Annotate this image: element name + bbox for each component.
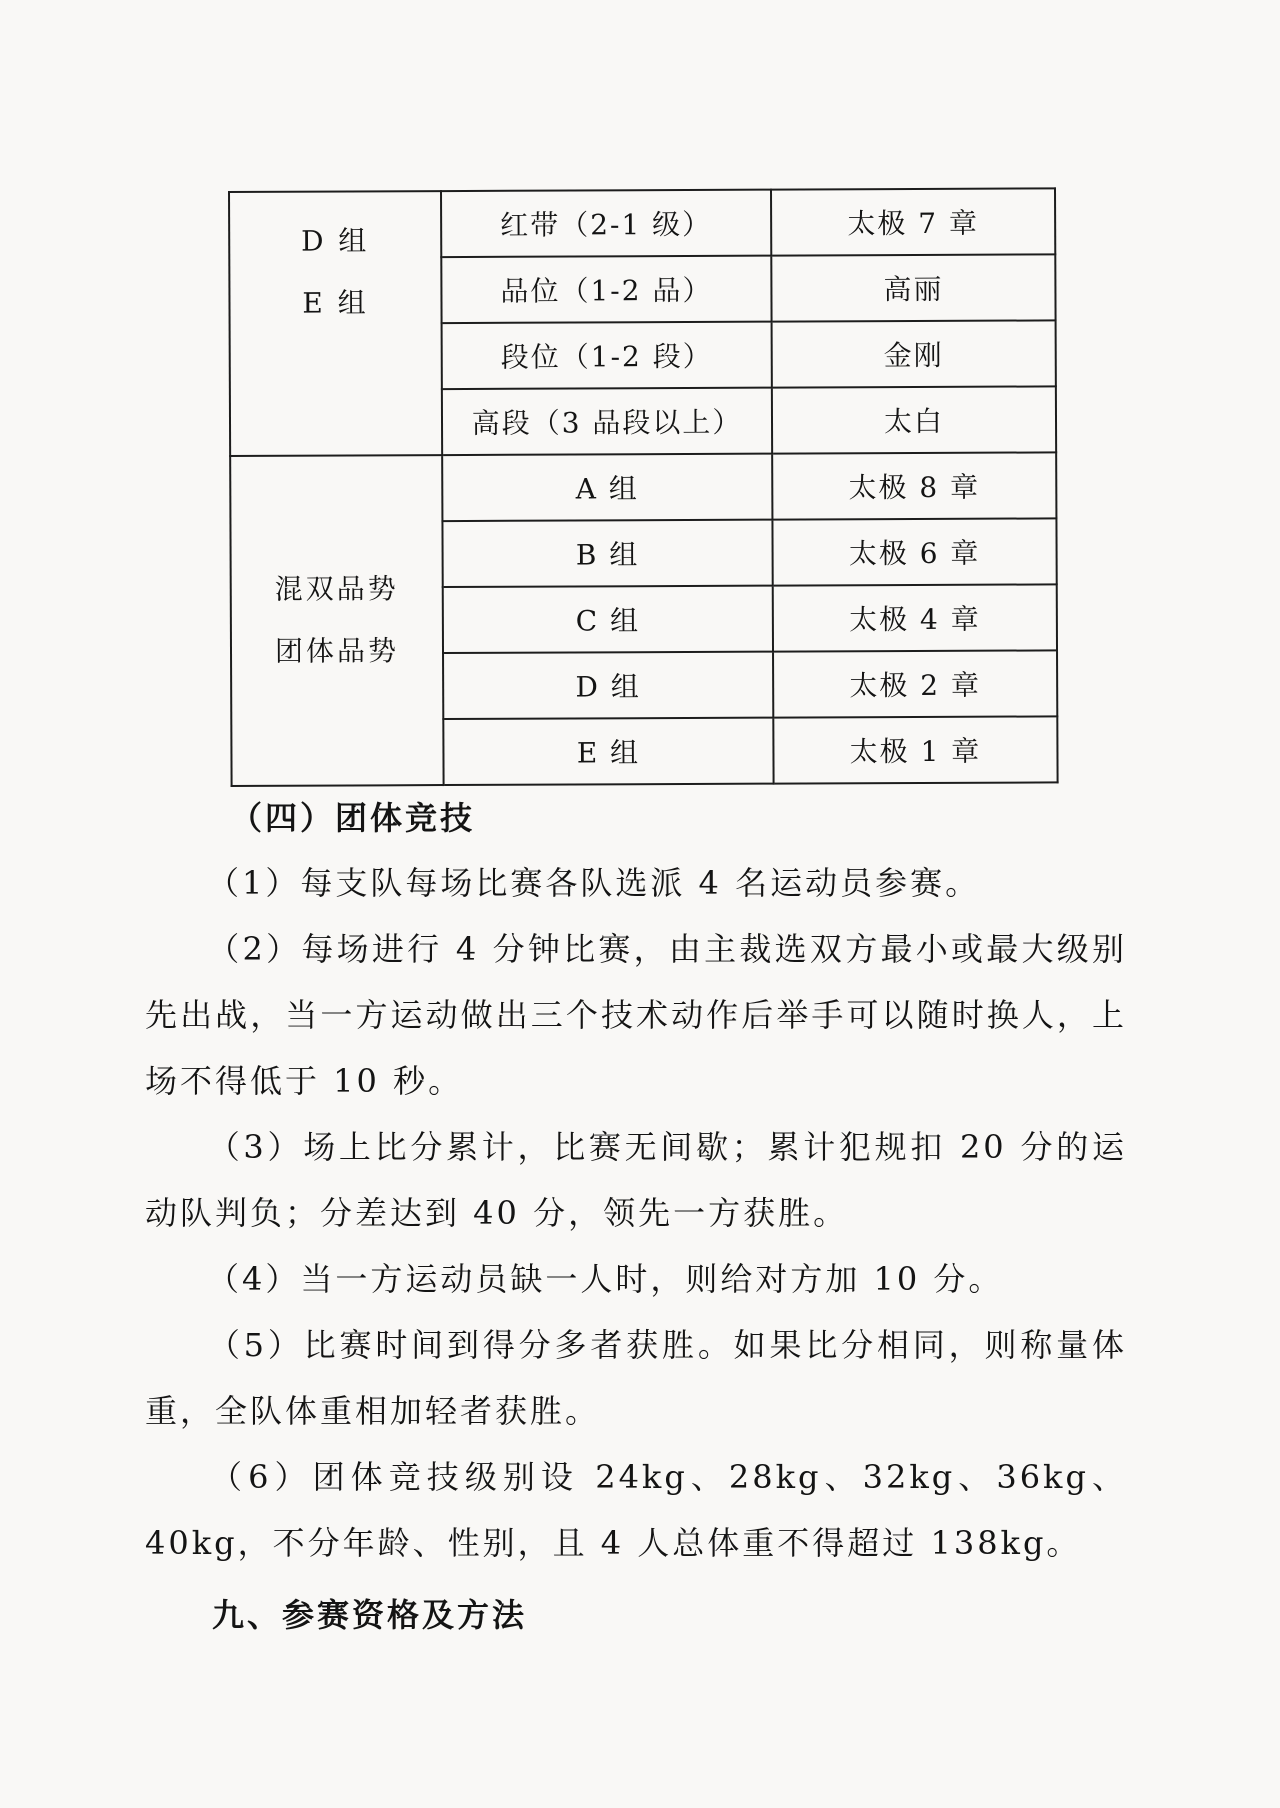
form-cell: 太极 6 章 (772, 518, 1056, 585)
form-cell: 太极 1 章 (773, 716, 1057, 783)
level-cell: 红带（2-1 级） (441, 190, 771, 257)
group-cell-de (229, 191, 442, 456)
form-cell: 太极 7 章 (771, 188, 1055, 255)
level-cell: A 组 (442, 454, 772, 521)
form-cell: 金刚 (772, 320, 1056, 387)
paragraph-item-1: （1）每支队每场比赛各队选派 4 名运动员参赛。 (207, 864, 981, 902)
level-cell: C 组 (443, 586, 773, 653)
events-table (228, 187, 1059, 787)
section-heading-team-competition: （四）团体竞技 (230, 799, 476, 837)
table-row (229, 188, 1055, 258)
group-label: E 组 (302, 286, 369, 320)
group-label: 团体品势 (274, 634, 400, 668)
level-cell: E 组 (443, 718, 773, 785)
paragraph-item-3: （3）场上比分累计，比赛无间歇；累计犯规扣 20 分的运动队判负；分差达到 40 分，领先一方获胜。 (145, 1128, 1127, 1232)
form-cell: 高丽 (771, 254, 1055, 321)
paragraph-item-4: （4）当一方运动员缺一人时，则给对方加 10 分。 (207, 1260, 1004, 1298)
level-cell: B 组 (442, 520, 772, 587)
form-cell: 太极 4 章 (773, 584, 1057, 651)
group-label: D 组 (300, 224, 370, 258)
level-cell: D 组 (443, 652, 773, 719)
paragraph-item-5: （5）比赛时间到得分多者获胜。如果比分相同，则称量体重，全队体重相加轻者获胜。 (145, 1326, 1127, 1430)
group-cell-team (230, 455, 443, 786)
table-row (230, 452, 1056, 522)
section-heading-eligibility: 九、参赛资格及方法 (212, 1596, 528, 1634)
paragraph-item-6: （6）团体竞技级别设 24kg、28kg、32kg、36kg、40kg，不分年龄、性别，且 4 人总体重不得超过 138kg。 (145, 1458, 1127, 1562)
paragraph-item-2: （2）每场进行 4 分钟比赛，由主裁选双方最小或最大级别先出战，当一方运动做出三个技术动作后举手可以随时换人，上场不得低于 10 秒。 (145, 930, 1127, 1100)
level-cell: 高段（3 品段以上） (442, 388, 772, 455)
form-cell: 太极 2 章 (773, 650, 1057, 717)
form-cell: 太极 8 章 (772, 452, 1056, 519)
level-cell: 品位（1-2 品） (441, 256, 771, 323)
form-cell: 太白 (772, 386, 1056, 453)
group-label: 混双品势 (274, 572, 399, 606)
level-cell: 段位（1-2 段） (442, 322, 772, 389)
